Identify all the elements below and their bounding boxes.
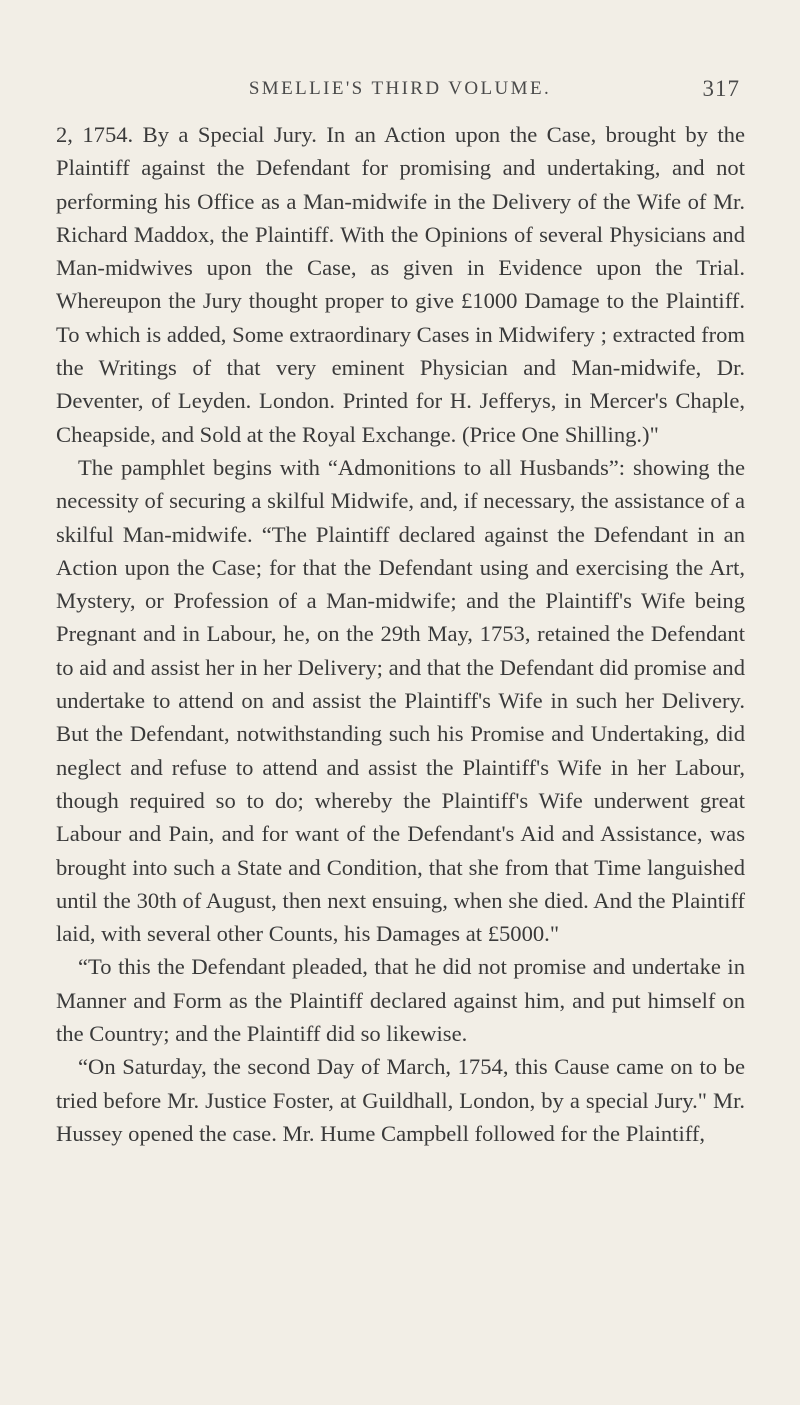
running-title: SMELLIE'S THIRD VOLUME.	[248, 78, 552, 99]
body-text	[56, 118, 745, 1150]
page-number: 317	[702, 76, 740, 101]
running-head	[60, 78, 740, 108]
paragraph: The pamphlet begins with “Admonitions to all Husbands”: showing the necessity of securing a skilful Midwife, and, if necessary, the assistance of a skilful Man-midwife. “The Plaintiff declared against the Defendant in an Action upon the Case; for that the Defendant using and exercising the Art, Mystery, or Profession of a Man-midwife; and the Plaintiff's Wife being Pregnant and in Labour, he, on the 29th May, 1753, retained the Defendant to aid and assist her in her Delivery; and that the Defendant did promise and undertake to attend on and assist the Plaintiff's Wife in such her Delivery. But the Defendant, notwithstanding such his Promise and Undertaking, did neglect and refuse to attend and assist the Plaintiff's Wife in her Labour, though required so to do; whereby the Plaintiff's Wife underwent great Labour and Pain, and for want of the Defendant's Aid and Assistance, was brought into such a State and Condition, that she from that Time languished until the 30th of August, then next ensuing, when she died. And the Plaintiff laid, with several other Counts, his Damages at £5000."	[56, 454, 745, 947]
paragraph: “On Saturday, the second Day of March, 1754, this Cause came on to be tried before Mr. Justice Foster, at Guildhall, London, by a special Jury." Mr. Hussey opened the case. Mr. Hume Campbell followed for the Plaintiff,	[56, 1054, 745, 1146]
paragraph: “To this the Defendant pleaded, that he did not promise and undertake in Manner and Form as the Plaintiff declared against him, and put himself on the Country; and the Plaintiff did so likewise.	[56, 954, 745, 1047]
paragraph: 2, 1754. By a Special Jury. In an Action upon the Case, brought by the Plaintiff against the Defendant for promising and undertaking, and not performing his Office as a Man-midwife in the Delivery of the Wife of Mr. Richard Maddox, the Plaintiff. With the Opinions of several Physicians and Man-midwives upon the Case, as given in Evidence upon the Trial. Whereupon the Jury thought proper to give £1000 Damage to the Plaintiff. To which is added, Some extraordinary Cases in Midwifery ; extracted from the Writings of that very eminent Physician and Man-midwife, Dr. Deventer, of Leyden. London. Printed for H. Jefferys, in Mercer's Chaple, Cheapside, and Sold at the Royal Exchange. (Price One Shilling.)"	[56, 122, 745, 447]
